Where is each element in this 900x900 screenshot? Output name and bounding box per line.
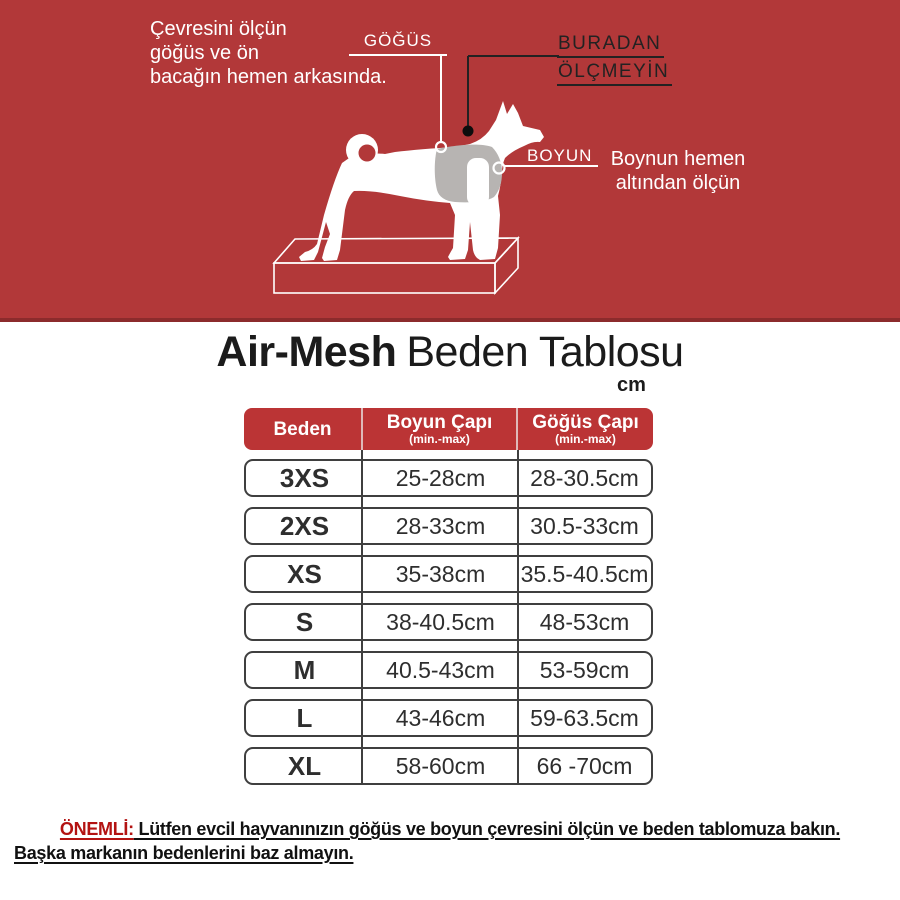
table-header xyxy=(244,408,653,450)
neck-cell: 35-38cm xyxy=(395,560,486,587)
neck-label: BOYUN xyxy=(527,146,593,165)
header-neck-label: Boyun Çapı xyxy=(386,412,493,433)
size-table xyxy=(244,408,653,785)
neck-instruction-text xyxy=(600,147,756,195)
header-neck-sub: (min.-max) xyxy=(409,432,470,446)
warning-label xyxy=(557,33,672,86)
size-cell: L xyxy=(296,702,313,733)
chest-instruction-line2: göğüs ve ön xyxy=(150,42,259,64)
chest-instruction-line3: bacağın hemen arkasında. xyxy=(150,66,387,88)
chest-cell: 59-63.5cm xyxy=(530,704,639,731)
column-divider xyxy=(361,450,363,785)
table-row xyxy=(244,603,653,641)
unit-label: cm xyxy=(617,374,646,396)
title-text: Beden Tablosu xyxy=(406,328,684,376)
header-size-label: Beden xyxy=(273,418,332,440)
size-cell: S xyxy=(295,606,314,637)
neck-cell: 58-60cm xyxy=(395,752,486,779)
size-cell: XS xyxy=(287,558,322,589)
size-cell: 2XS xyxy=(279,510,330,541)
important-note-line2: Başka markanın bedenlerini baz almayın. xyxy=(14,843,354,863)
dog-front-leg xyxy=(467,158,489,206)
table-row xyxy=(244,747,653,785)
neck-cell: 40.5-43cm xyxy=(386,656,495,683)
chest-label: GÖĞÜS xyxy=(349,31,447,56)
important-note-line1 xyxy=(0,819,900,840)
size-cell: XL xyxy=(287,750,322,781)
table-rows xyxy=(244,459,653,785)
neck-cell: 43-46cm xyxy=(395,704,486,731)
neck-cell: 25-28cm xyxy=(395,464,486,491)
warning-line1: BURADAN xyxy=(557,33,664,58)
neck-instruction-line2: altından ölçün xyxy=(615,172,741,194)
column-divider xyxy=(517,450,519,785)
neck-cell: 28-33cm xyxy=(395,512,486,539)
header-neck xyxy=(363,408,518,450)
table-row xyxy=(244,699,653,737)
important-text: Lütfen evcil hayvanınızın göğüs ve boyun çevresini ölçün ve beden tablomuza bakın. xyxy=(133,819,841,839)
important-label: ÖNEMLİ: xyxy=(59,819,134,839)
brand-name: Air-Mesh xyxy=(216,328,397,376)
warning-line2: ÖLÇMEYİN xyxy=(557,61,672,86)
dog-silhouette xyxy=(299,101,544,261)
page-title xyxy=(0,328,900,377)
table-row xyxy=(244,507,653,545)
chest-cell: 48-53cm xyxy=(539,608,630,635)
chest-cell: 28-30.5cm xyxy=(530,464,639,491)
dog-tail-notch xyxy=(359,145,376,162)
neck-instruction-line1: Boynun hemen xyxy=(610,148,746,170)
chest-instruction-line1: Çevresini ölçün xyxy=(150,18,287,40)
dog-illustration xyxy=(0,0,900,318)
chest-cell: 30.5-33cm xyxy=(530,512,639,539)
warning-dot xyxy=(463,126,474,137)
table-row xyxy=(244,651,653,689)
neck-cell: 38-40.5cm xyxy=(386,608,495,635)
chest-cell: 35.5-40.5cm xyxy=(520,560,649,587)
chest-cell: 53-59cm xyxy=(539,656,630,683)
size-cell: M xyxy=(293,654,316,685)
header-chest-label: Göğüs Çapı xyxy=(532,412,639,433)
measurement-banner xyxy=(0,0,900,322)
size-cell: 3XS xyxy=(279,462,330,493)
table-row xyxy=(244,459,653,497)
header-size xyxy=(244,408,363,450)
table-row xyxy=(244,555,653,593)
header-chest-sub: (min.-max) xyxy=(555,432,616,446)
header-chest xyxy=(518,408,653,450)
chest-cell: 66 -70cm xyxy=(536,752,633,779)
